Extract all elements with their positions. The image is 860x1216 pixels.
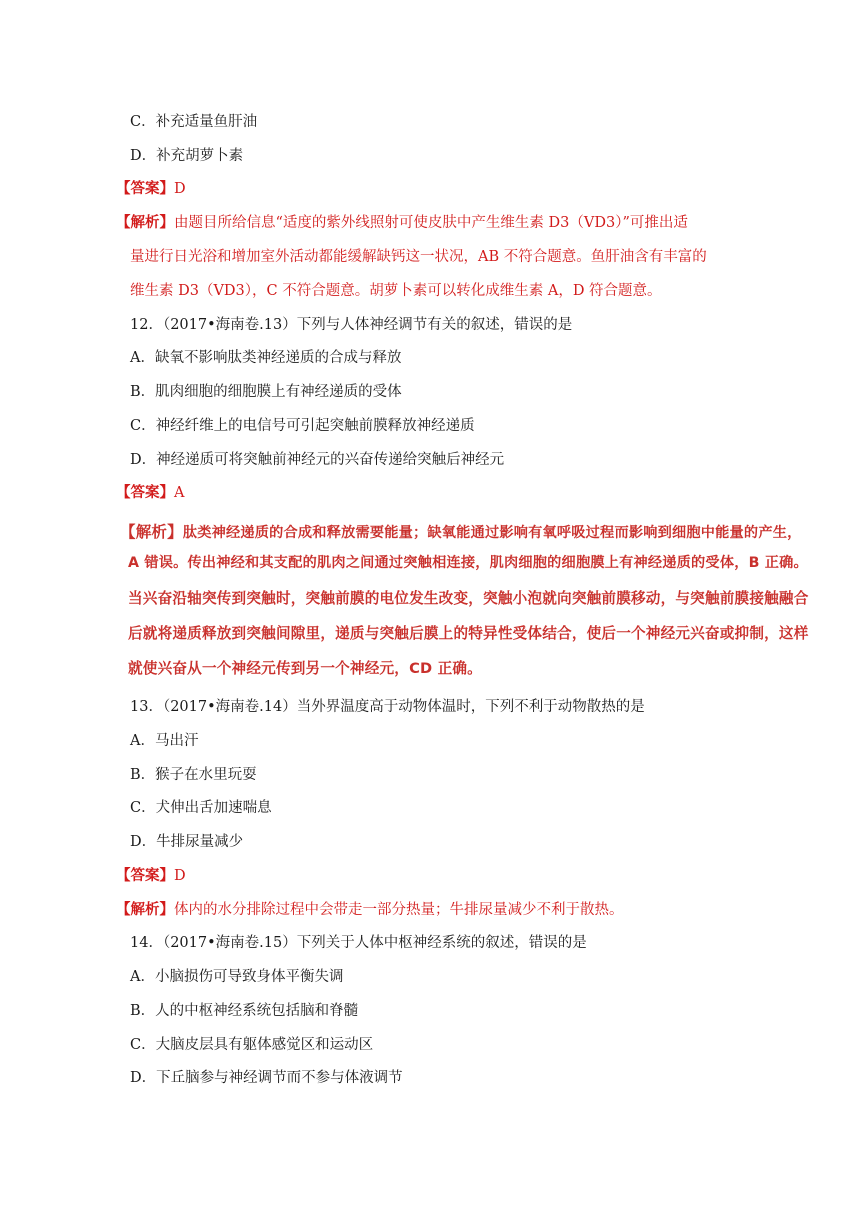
q13-option-c: C．犬伸出舌加速喘息 <box>130 800 272 816</box>
q12-explanation-line-2: A 错误。传出神经和其支配的肌肉之间通过突触相连接，肌肉细胞的细胞膜上有神经递质的受体，B 正确。 <box>128 555 808 571</box>
explanation-text: 肽类神经递质的合成和释放需要能量；缺氧能通过影响有氧呼吸过程而影响到细胞中能量的产生， <box>182 525 802 541</box>
q12-stem: 12．（2017•海南卷.13）下列与人体神经调节有关的叙述，错误的是 <box>130 317 573 333</box>
q14-option-d: D．下丘脑参与神经调节而不参与体液调节 <box>130 1070 403 1086</box>
q13-option-d: D．牛排尿量减少 <box>130 834 244 850</box>
q11-answer <box>116 179 186 199</box>
q11-explanation-line-1 <box>116 213 688 233</box>
q12-explanation-line-4: 后就将递质释放到突触间隙里，递质与突触后膜上的特异性受体结合，使后一个神经元兴奋或抑制，这样 <box>128 625 809 642</box>
explanation-text: 由题目所给信息“适度的紫外线照射可使皮肤中产生维生素 D3（VD3）”可推出适 <box>174 215 688 231</box>
answer-label: 【答案】 <box>116 484 174 501</box>
answer-label: 【答案】 <box>116 180 174 197</box>
q12-explanation-line-1 <box>120 522 801 543</box>
q14-option-c: C．大脑皮层具有躯体感觉区和运动区 <box>130 1037 374 1053</box>
q12-explanation-line-5: 就使兴奋从一个神经元传到另一个神经元，CD 正确。 <box>128 660 482 677</box>
q13-stem: 13．（2017•海南卷.14）当外界温度高于动物体温时，下列不利于动物散热的是 <box>130 699 645 715</box>
explanation-label: 【解析】 <box>120 523 183 541</box>
q11-option-c: C．补充适量鱼肝油 <box>130 114 258 130</box>
q14-option-b: B．人的中枢神经系统包括脑和脊髓 <box>130 1003 359 1019</box>
q11-explanation-line-3: 维生素 D3（VD3），C 不符合题意。胡萝卜素可以转化成维生素 A，D 符合题意。 <box>130 283 662 299</box>
explanation-text: 体内的水分排除过程中会带走一部分热量；牛排尿量减少不利于散热。 <box>174 902 624 918</box>
q11-option-d: D．补充胡萝卜素 <box>130 148 244 164</box>
answer-label: 【答案】 <box>116 867 174 884</box>
q14-stem: 14．（2017•海南卷.15）下列关于人体中枢神经系统的叙述，错误的是 <box>130 935 587 951</box>
q12-answer <box>116 483 184 503</box>
q14-option-a: A．小脑损伤可导致身体平衡失调 <box>130 969 344 985</box>
answer-value: A <box>174 485 185 501</box>
answer-value: D <box>174 181 186 197</box>
q12-explanation-line-3: 当兴奋沿轴突传到突触时，突触前膜的电位发生改变，突触小泡就向突触前膜移动，与突触前膜接触融合 <box>128 590 809 607</box>
q12-option-d: D．神经递质可将突触前神经元的兴奋传递给突触后神经元 <box>130 452 505 468</box>
q13-option-a: A．马出汗 <box>130 733 199 749</box>
q12-option-a: A．缺氧不影响肽类神经递质的合成与释放 <box>130 350 402 366</box>
explanation-label: 【解析】 <box>116 214 174 231</box>
q13-explanation-line-1 <box>116 900 624 920</box>
q11-explanation-line-2: 量进行日光浴和增加室外活动都能缓解缺钙这一状况，AB 不符合题意。鱼肝油含有丰富的 <box>130 249 707 265</box>
q12-option-b: B．肌肉细胞的细胞膜上有神经递质的受体 <box>130 384 402 400</box>
explanation-label: 【解析】 <box>116 901 174 918</box>
q13-answer <box>116 866 186 886</box>
q12-option-c: C．神经纤维上的电信号可引起突触前膜释放神经递质 <box>130 418 475 434</box>
answer-value: D <box>174 868 186 884</box>
q13-option-b: B．猴子在水里玩耍 <box>130 767 257 783</box>
